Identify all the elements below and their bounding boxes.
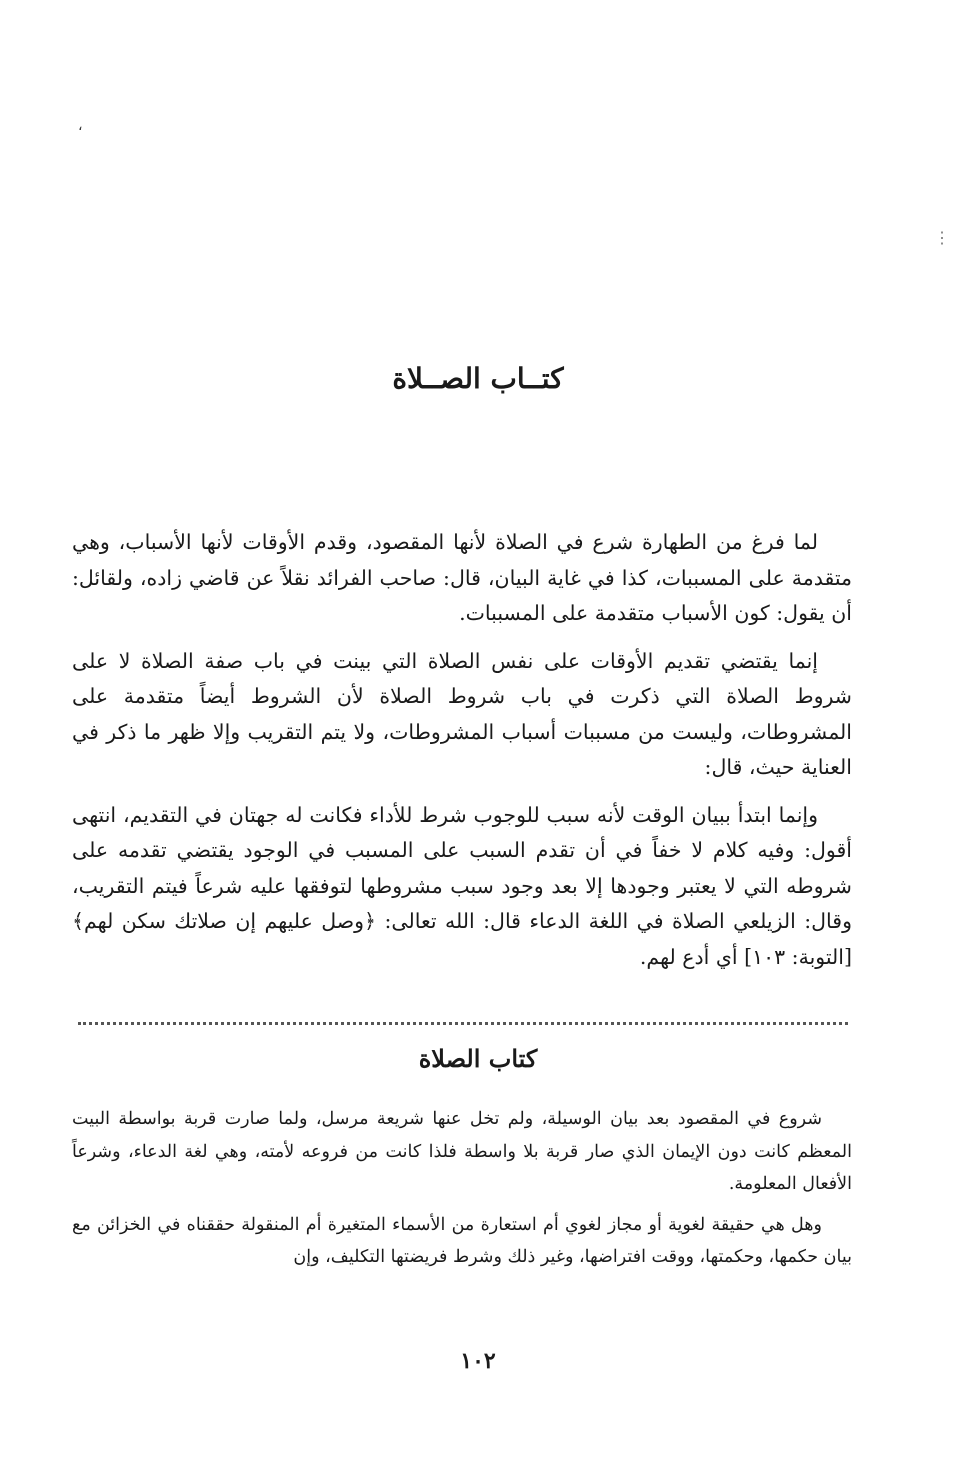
right-edge-dots: ⋮ [934,228,950,247]
top-left-speck: ، [78,118,83,134]
chapter-title: كتــاب الصــلاة [392,362,564,395]
upper-commentary [72,525,852,975]
dotted-divider [78,1022,848,1025]
section-title: كتاب الصلاة [418,1044,538,1073]
upper-paragraph-2: إنما يقتضي تقديم الأوقات على نفس الصلاة التي بينت في باب صفة الصلاة لا على شروط الصلاة التي ذكرت في باب شروط الصلاة لأن الشروط أيضاً متقدمة على المشروطات، وليست من مسببات أسباب المشروطات، ولا يتم التقريب وإلا ظهر ما ذكر في العناية حيث، قال: [72,648,852,779]
lower-paragraph-1: شروع في المقصود بعد بيان الوسيلة، ولم تخل عنها شريعة مرسل، ولما صارت قربة بواسطة البيت المعظم كانت دون الإيمان الذي صار قربة بلا واسطة فلذا كانت من فروعه لأمته، وهي لغة الدعاء، وشرعاً الأفعال المعلومة. [72,1109,852,1194]
upper-paragraph-1: لما فرغ من الطهارة شرع في الصلاة لأنها المقصود، وقدم الأوقات لأنها الأسباب، وهي متقدمة على المسببات، كذا في غاية البيان، قال: صاحب الفرائد نقلاً عن قاضي زاده، ولقائل: أن يقول: كون الأسباب متقدمة على المسببات. [72,530,852,625]
lower-paragraph-2: وهل هي حقيقة لغوية أو مجاز لغوي أم استعارة من الأسماء المتغيرة أم المنقولة حققناه في الخزائن مع بيان حكمها، وحكمتها، ووقت افتراضها، وغير ذلك وشرط فريضتها التكليف، وإن [72,1214,852,1267]
page-number: ١٠٢ [460,1348,496,1374]
lower-commentary [72,1103,852,1274]
upper-paragraph-3: وإنما ابتدأ ببيان الوقت لأنه سبب للوجوب شرط للأداء فكانت له جهتان في التقديم، انتهى أقول: وفيه كلام لا خفاً في أن تقدم السبب على المسبب في الوجود يقتضي تقدمه على شروطه التي لا يعتبر وجودها إلا بعد وجود سبب مشروطها لتوفقها عليه شرعاً فيتم التقريب، وقال: الزيلعي الصلاة في اللغة الدعاء قال: الله تعالى: ﴿وصل عليهم إن صلاتك سكن لهم﴾ [التوبة: ١٠٣] أي أدع لهم. [72,802,852,969]
